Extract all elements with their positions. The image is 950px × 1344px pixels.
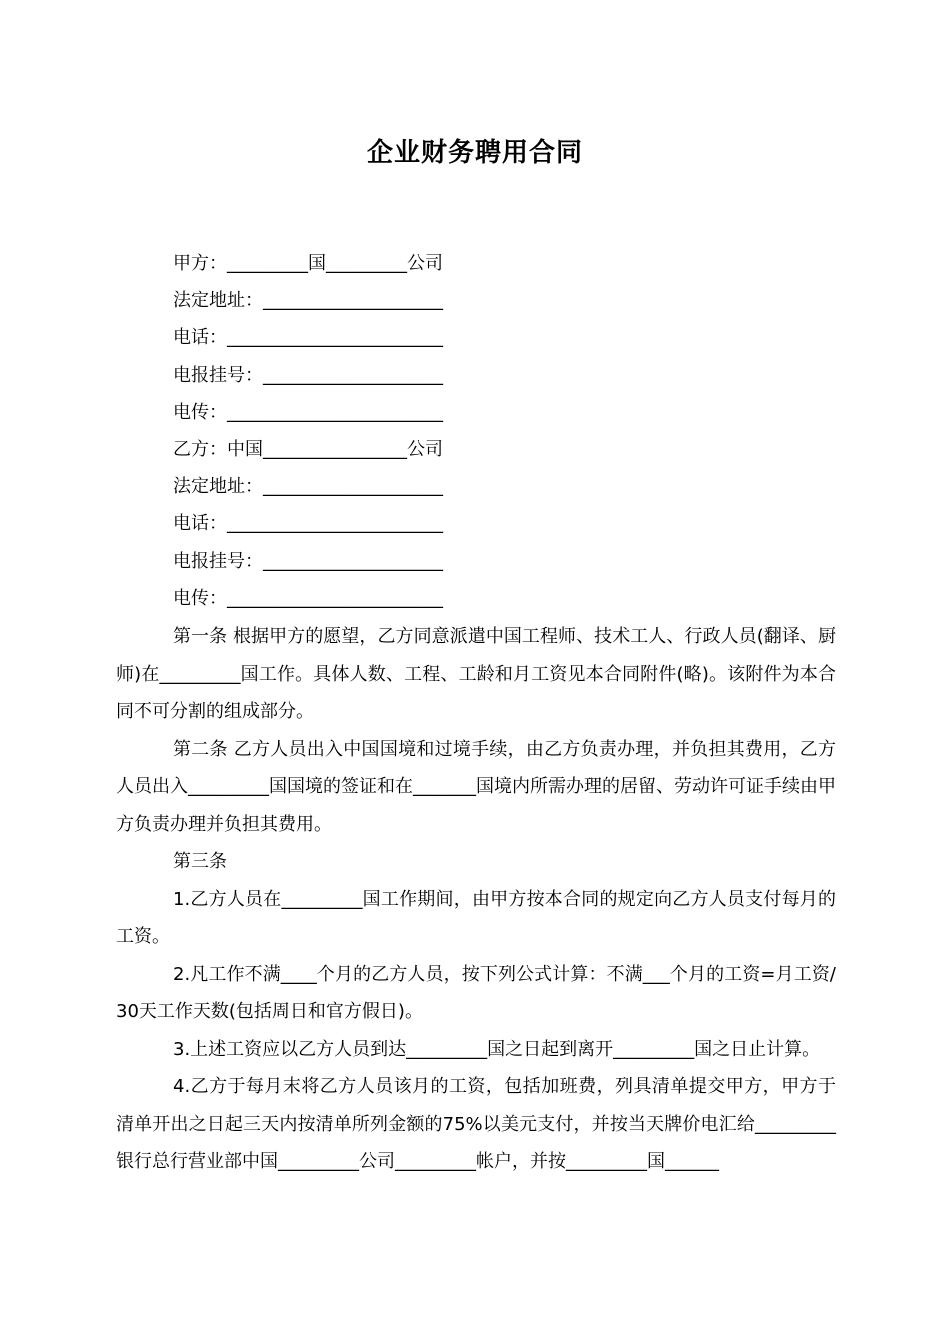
contract-body xyxy=(116,618,836,1181)
article-1-paragraph: 第一条 根据甲方的愿望，乙方同意派遣中国工程师、技术工人、行政人员(翻译、厨师)在_________国工作。具体人数、工程、工龄和月工资见本合同附件(略)。该附件为本合同不可分割的组成部分。 xyxy=(116,626,836,722)
party-a-name-line: 甲方：_________国_________公司 xyxy=(173,253,443,274)
article-2-paragraph: 第二条 乙方人员出入中国国境和过境手续，由乙方负责办理，并负担其费用，乙方人员出入_________国国境的签证和在_______国境内所需办理的居留、劳动许可证手续由甲方负责办理并负担其费用。 xyxy=(116,738,836,835)
party-a-phone-line: 电话：________________________ xyxy=(173,327,443,349)
party-b-address-line: 法定地址：____________________ xyxy=(173,476,443,498)
article-3-clause-2: 2.凡工作不满____个月的乙方人员，按下列公式计算：不满___个月的工资=月工资/30天工作天数(包括周日和官方假日)。 xyxy=(116,963,836,1022)
party-a-address-line: 法定地址：____________________ xyxy=(173,290,443,312)
document-title: 企业财务聘用合同 xyxy=(366,138,583,168)
party-info-block xyxy=(173,245,853,617)
party-b-phone-line: 电话：________________________ xyxy=(173,513,443,535)
party-a-telex-line: 电传：________________________ xyxy=(173,401,443,423)
article-3-heading: 第三条 xyxy=(173,851,227,872)
party-b-telex-line: 电传：________________________ xyxy=(173,587,443,609)
party-a-telegraph-line: 电报挂号：____________________ xyxy=(173,364,443,386)
article-3-clause-4: 4.乙方于每月末将乙方人员该月的工资，包括加班费，列具清单提交甲方，甲方于清单开出之日起三天内按清单所列金额的75%以美元支付，并按当天牌价电汇给_________银行总行营业部中国_________公司_________帐户，并按_________国______ xyxy=(116,1076,836,1172)
article-3-clause-3: 3.上述工资应以乙方人员到达_________国之日起到离开_________国之日止计算。 xyxy=(173,1038,821,1060)
article-3-clause-1: 1.乙方人员在_________国工作期间，由甲方按本合同的规定向乙方人员支付每月的工资。 xyxy=(116,888,836,947)
party-b-name-line: 乙方：中国________________公司 xyxy=(173,438,443,460)
party-b-telegraph-line: 电报挂号：____________________ xyxy=(173,550,443,572)
